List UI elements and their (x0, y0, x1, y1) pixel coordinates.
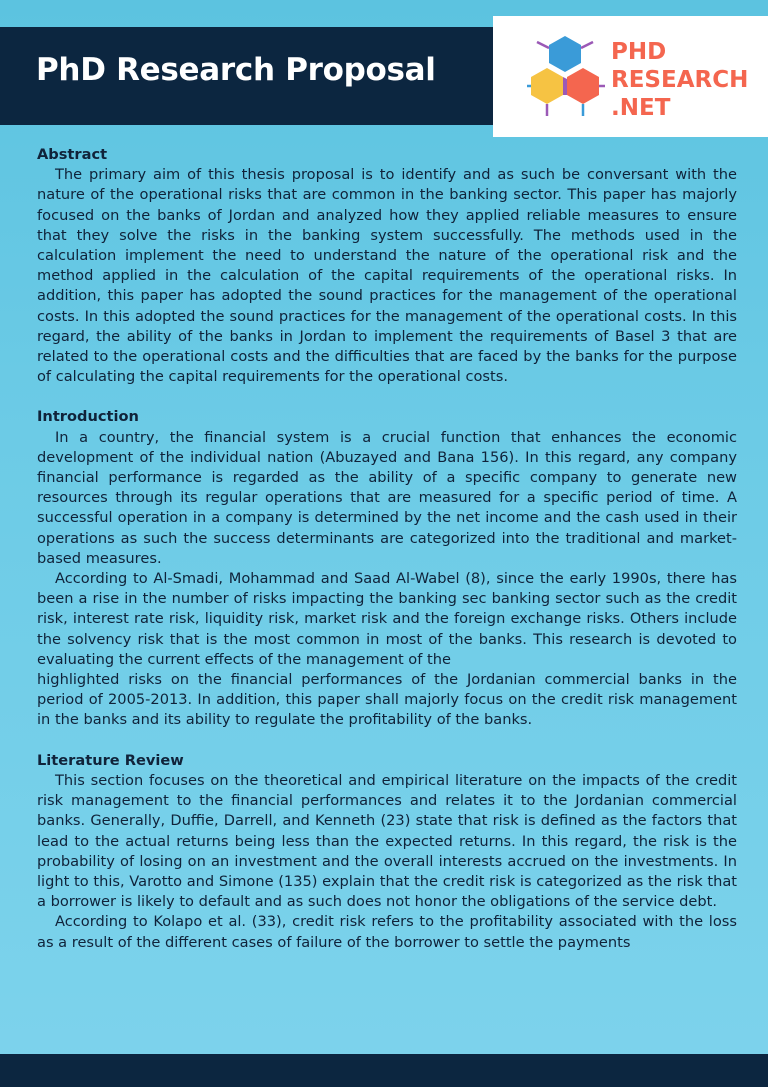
section-literature-review (37, 751, 737, 953)
hexagon-logo-icon (523, 34, 607, 122)
section-abstract (37, 145, 737, 387)
logo-line-2: RESEARCH (611, 67, 749, 93)
footer-band (0, 1054, 768, 1087)
paragraph: In a country, the financial system is a crucial function that enhances the economic development of the individual nation (Abuzayed and Bana 156). In this regard, any company financial performance is regarded as the ability of a specific company to generate new resources through its regular operations that are measured for a specific period of time. A successful operation in a company is determined by the net income and the cash used in their operations as such the success determinants are categorized into the traditional and market-based measures. (37, 428, 737, 567)
paragraph: According to Kolapo et al. (33), credit risk refers to the profitability associated with the loss as a result of the different cases of failure of the borrower to settle the payments (37, 913, 737, 951)
paragraph: The primary aim of this thesis proposal is to identify and as such be conversant with the nature of the operational risks that are common in the banking sector. This paper has majorly focused on the banks of Jordan and analyzed how they applied reliable measures to ensure that they solve the risks in the banking system successfully. The methods used in the calculation implement the need to understand the nature of the operational risk and the method applied in the calculation of the capital requirements of the operational risks. In addition, this paper has adopted the sound practices for the management of the operational costs. In this adopted the sound practices for the management of the operational costs. In this regard, the ability of the banks in Jordan to implement the requirements of Basel 3 that are related to the operational costs and the difficulties that are faced by the banks for the purpose of calculating the capital requirements for the operational costs. (37, 166, 737, 386)
paragraph: According to Al-Smadi, Mohammad and Saad Al-Wabel (8), since the early 1990s, there has been a rise in the number of risks impacting the banking sec banking sector such as the credit risk, interest rate risk, liquidity risk, market risk and the foreign exchange risks. Others include the solvency risk that is the most common in most of the banks. This research is devoted to evaluating the current effects of the management of the (37, 570, 737, 668)
logo-wordmark (611, 38, 748, 122)
paragraph: highlighted risks on the financial performances of the Jordanian commercial banks in the period of 2005-2013. In addition, this paper shall majorly focus on the credit risk management in the banks and its ability to regulate the profitability of the banks. (37, 671, 737, 729)
section-heading: Abstract (37, 146, 108, 163)
logo-line-3: .NET (611, 95, 671, 121)
section-heading: Literature Review (37, 751, 184, 769)
logo[interactable] (493, 16, 768, 137)
paragraph: This section focuses on the theoretical and empirical literature on the impacts of the credit risk management to the financial performances and relates it to the Jordanian commercial banks. Generally, Duffie, Darrell, and Kenneth (23) state that risk is defined as the factors that lead to the actual returns being less than the expected returns. In this regard, the risk is the probability of losing on an investment and the overall interests accrued on the investments. In light to this, Varotto and Simone (135) explain that the credit risk is categorized as the risk that a borrower is likely to default and as such does not honor the obligations of the service debt. (37, 771, 737, 911)
document-body (37, 145, 737, 973)
logo-line-1: PHD (611, 39, 667, 65)
section-heading: Introduction (37, 408, 139, 426)
section-introduction (37, 407, 737, 730)
page-title: PhD Research Proposal (36, 52, 436, 88)
